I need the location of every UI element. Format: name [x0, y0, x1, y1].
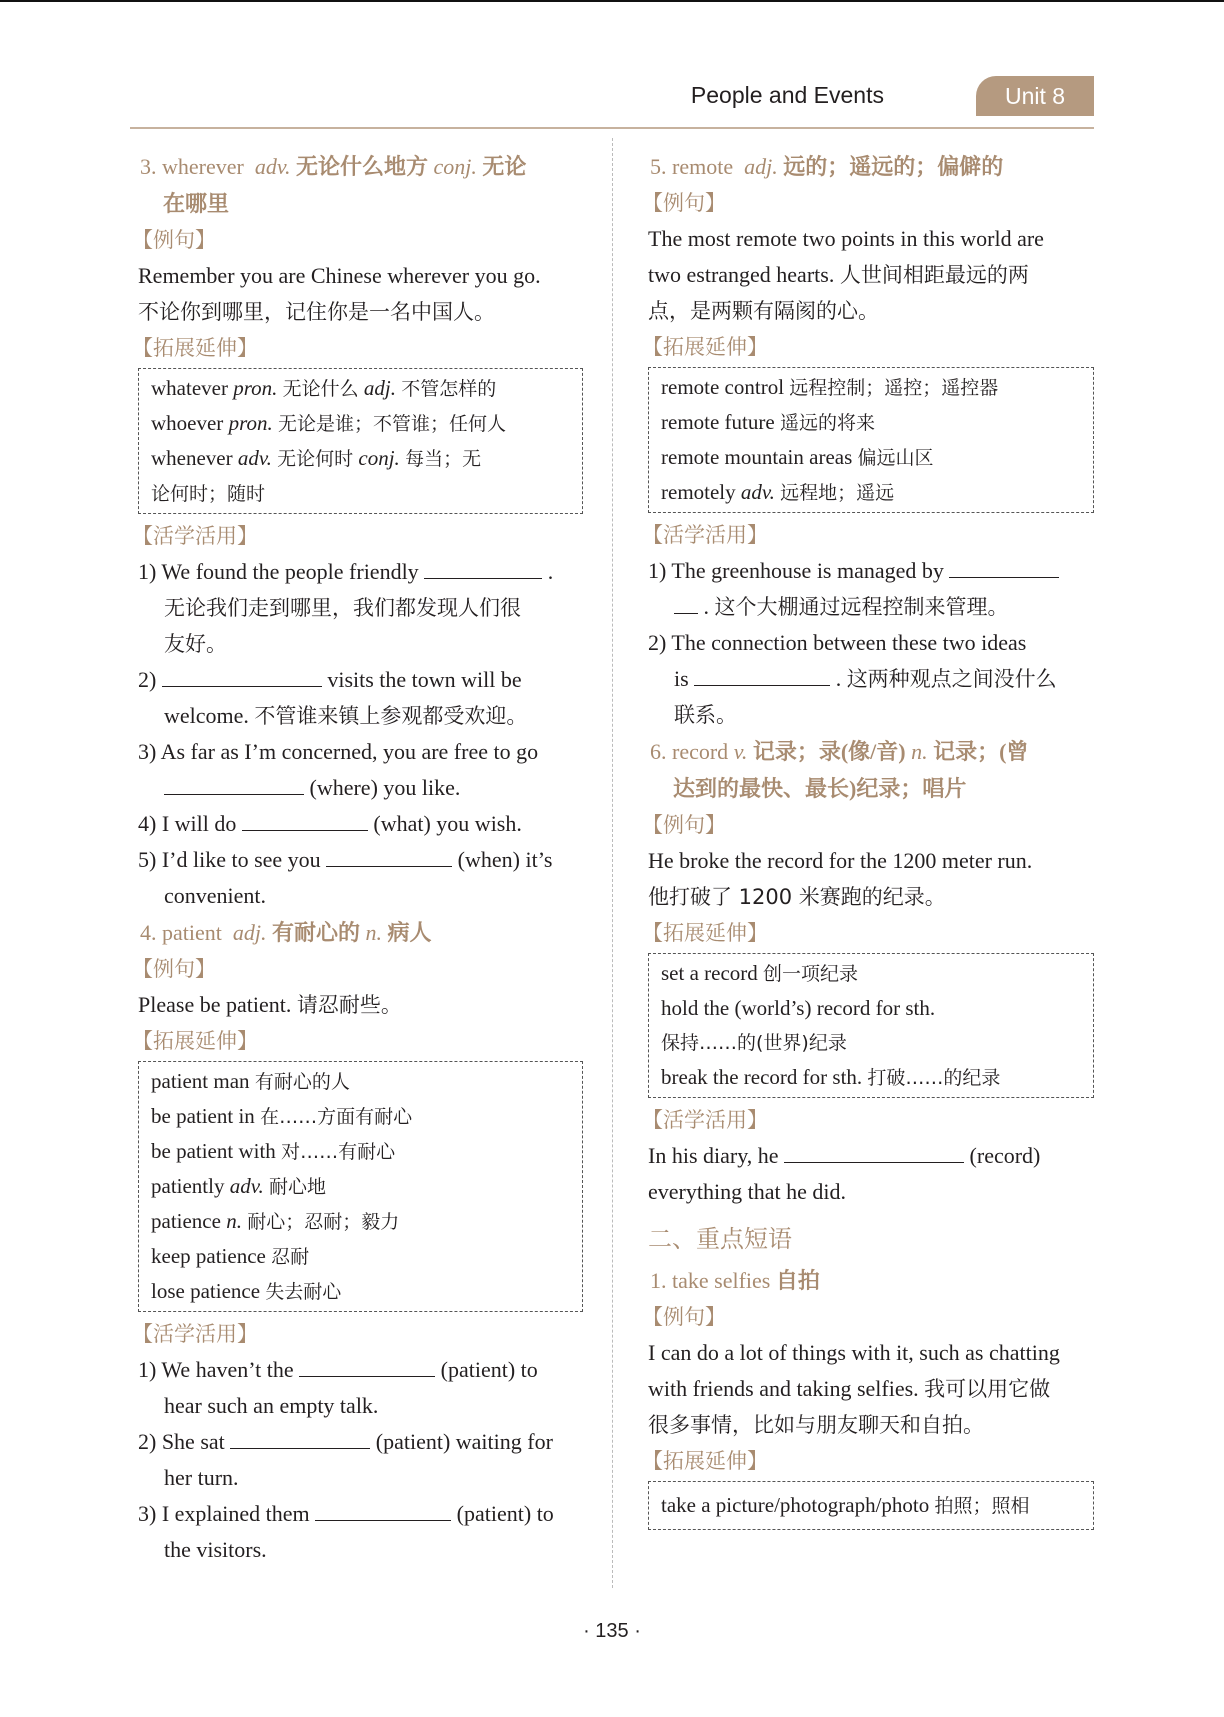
answer-blank[interactable]: [242, 808, 368, 831]
section-heading: 二、重点短语: [648, 1225, 792, 1253]
example-zh: 点，是两颗有隔阂的心。: [648, 299, 879, 323]
part-of-speech: n.: [911, 739, 928, 764]
entry-word: 3. wherever: [140, 154, 244, 179]
extension-item: 论何时；随时: [151, 483, 266, 505]
example-zh: 不论你到哪里，记住你是一名中国人。: [138, 300, 495, 324]
extension-item: patience n. 耐心；忍耐；毅力: [151, 1209, 400, 1233]
entry-record-title: [648, 733, 1094, 807]
entry-word: 6. record: [650, 739, 729, 764]
label-practice: 【活学活用】: [642, 523, 768, 547]
answer-blank[interactable]: [315, 1498, 451, 1521]
extension-item: patient man 有耐心的人: [151, 1069, 350, 1093]
label-example: 【例句】: [132, 228, 216, 252]
extension-item: patiently adv. 耐心地: [151, 1174, 327, 1198]
meaning-zh: 无论: [482, 154, 527, 179]
label-example: 【例句】: [132, 957, 216, 981]
extension-box: [648, 953, 1094, 1098]
page-number: · 135 ·: [583, 1620, 641, 1642]
example-en: The most remote two points in this world are: [648, 226, 1044, 251]
label-extension: 【拓展延伸】: [642, 921, 768, 945]
meaning-zh: 无论什么地方: [295, 154, 428, 179]
entry-word: 5. remote: [650, 154, 734, 179]
part-of-speech: adv.: [254, 154, 291, 179]
exercise-item: 1) We found the people friendly . 无论我们走到哪里，我们都发现人们很 友好。: [138, 554, 583, 662]
extension-item: take a picture/photograph/photo 拍照；照相: [661, 1493, 1030, 1517]
meaning-zh: 有耐心的: [272, 920, 361, 945]
left-column: [132, 148, 583, 1568]
example-line: two estranged hearts. 人世间相距最远的两: [648, 262, 1029, 287]
answer-blank[interactable]: [949, 555, 1059, 578]
example-zh: 很多事情，比如与朋友聊天和自拍。: [648, 1413, 984, 1437]
extension-item: whoever pron. 无论是谁；不管谁；任何人: [151, 411, 506, 435]
label-extension: 【拓展延伸】: [642, 1449, 768, 1473]
example-zh: 他打破了 1200 米赛跑的纪录。: [648, 885, 946, 909]
part-of-speech: conj.: [433, 154, 477, 179]
meaning-zh: 记录；(曾: [933, 739, 1029, 764]
label-extension: 【拓展延伸】: [132, 1029, 258, 1053]
entry-word: 1. take selfies: [650, 1268, 771, 1293]
part-of-speech: adj.: [744, 154, 778, 179]
entry-remote-title: [648, 148, 1094, 185]
label-extension: 【拓展延伸】: [132, 336, 258, 360]
label-example: 【例句】: [642, 813, 726, 837]
extension-item: remote mountain areas 偏远山区: [661, 445, 934, 469]
label-practice: 【活学活用】: [132, 1322, 258, 1346]
example-line: with friends and taking selfies. 我可以用它做: [648, 1376, 1051, 1401]
label-extension: 【拓展延伸】: [642, 335, 768, 359]
answer-blank[interactable]: [299, 1354, 435, 1377]
exercise-item: 1) The greenhouse is managed by . 这个大棚通过远程控制来管理。: [648, 553, 1094, 625]
extension-item: set a record 创一项纪录: [661, 961, 859, 985]
example-en: He broke the record for the 1200 meter run.: [648, 848, 1033, 873]
meaning-zh: 自拍: [775, 1268, 820, 1293]
extension-item: remote control 远程控制；遥控；遥控器: [661, 375, 999, 399]
exercise-item: 5) I’d like to see you (when) it’s convenient.: [138, 842, 583, 914]
column-divider: [612, 138, 613, 1588]
exercise-item: 1) We haven’t the (patient) to hear such an empty talk.: [138, 1352, 583, 1424]
extension-box: [138, 368, 583, 514]
label-example: 【例句】: [642, 1305, 726, 1329]
answer-blank[interactable]: [162, 664, 322, 687]
entry-take-selfies-title: [648, 1262, 1094, 1299]
part-of-speech: adj.: [232, 920, 267, 945]
extension-item: be patient in 在……方面有耐心: [151, 1104, 413, 1128]
exercise-item: 2) visits the town will be welcome. 不管谁来镇上参观都受欢迎。: [138, 662, 583, 734]
label-example: 【例句】: [642, 191, 726, 215]
extension-item: 保持……的(世界)纪录: [661, 1032, 847, 1054]
label-practice: 【活学活用】: [642, 1108, 768, 1132]
answer-blank[interactable]: [164, 772, 304, 795]
extension-item: remotely adv. 远程地；遥远: [661, 480, 895, 504]
top-border-line: [0, 0, 1224, 2]
entry-word: 4. patient: [140, 920, 222, 945]
extension-item: whatever pron. 无论什么 adj. 不管怎样的: [151, 376, 497, 400]
exercise-item: 3) I explained them (patient) to the visitors.: [138, 1496, 583, 1568]
extension-box: [138, 1061, 583, 1312]
exercise-item: 2) The connection between these two ideas is . 这两种观点之间没什么 联系。: [648, 630, 1057, 727]
example-en: Remember you are Chinese wherever you go.: [138, 263, 541, 288]
extension-item: lose patience 失去耐心: [151, 1279, 342, 1303]
header-rule: [130, 127, 1094, 129]
answer-blank[interactable]: [784, 1140, 964, 1163]
exercise-item: In his diary, he (record) everything that he did.: [648, 1138, 1094, 1210]
meaning-zh: 记录；录(像/音): [752, 739, 906, 764]
meaning-zh-cont: 达到的最快、最长)纪录；唱片: [673, 776, 967, 801]
part-of-speech: v.: [733, 739, 748, 764]
part-of-speech: n.: [365, 920, 383, 945]
extension-item: keep patience 忍耐: [151, 1244, 310, 1268]
example-en: I can do a lot of things with it, such as chatting: [648, 1340, 1060, 1365]
unit-badge: Unit 8: [976, 76, 1094, 116]
answer-blank[interactable]: [674, 591, 698, 614]
extension-item: be patient with 对……有耐心: [151, 1139, 396, 1163]
meaning-zh: 病人: [387, 920, 432, 945]
extension-item: break the record for sth. 打破……的纪录: [661, 1065, 1001, 1089]
exercise-item: 4) I will do (what) you wish.: [138, 806, 583, 842]
extension-item: remote future 遥远的将来: [661, 410, 875, 434]
label-practice: 【活学活用】: [132, 524, 258, 548]
section-title: People and Events: [690, 82, 884, 108]
page-header: [0, 74, 1224, 124]
extension-box: [648, 367, 1094, 513]
extension-box: [648, 1481, 1094, 1530]
example-line: Please be patient. 请忍耐些。: [138, 992, 402, 1017]
meaning-zh: 远的；遥远的；偏僻的: [783, 154, 1004, 179]
answer-blank[interactable]: [230, 1426, 370, 1449]
meaning-zh-cont: 在哪里: [163, 191, 230, 216]
right-column: [642, 148, 1094, 1534]
answer-blank[interactable]: [424, 556, 542, 579]
entry-wherever-title: [138, 148, 583, 222]
entry-patient-title: [138, 914, 583, 951]
extension-item: hold the (world’s) record for sth.: [661, 996, 936, 1020]
exercise-item: 3) As far as I’m concerned, you are free to go (where) you like.: [138, 739, 539, 800]
answer-blank[interactable]: [694, 663, 830, 686]
extension-item: whenever adv. 无论何时 conj. 每当；无: [151, 446, 482, 470]
exercise-item: 2) She sat (patient) waiting for her turn.: [138, 1424, 583, 1496]
answer-blank[interactable]: [326, 844, 452, 867]
